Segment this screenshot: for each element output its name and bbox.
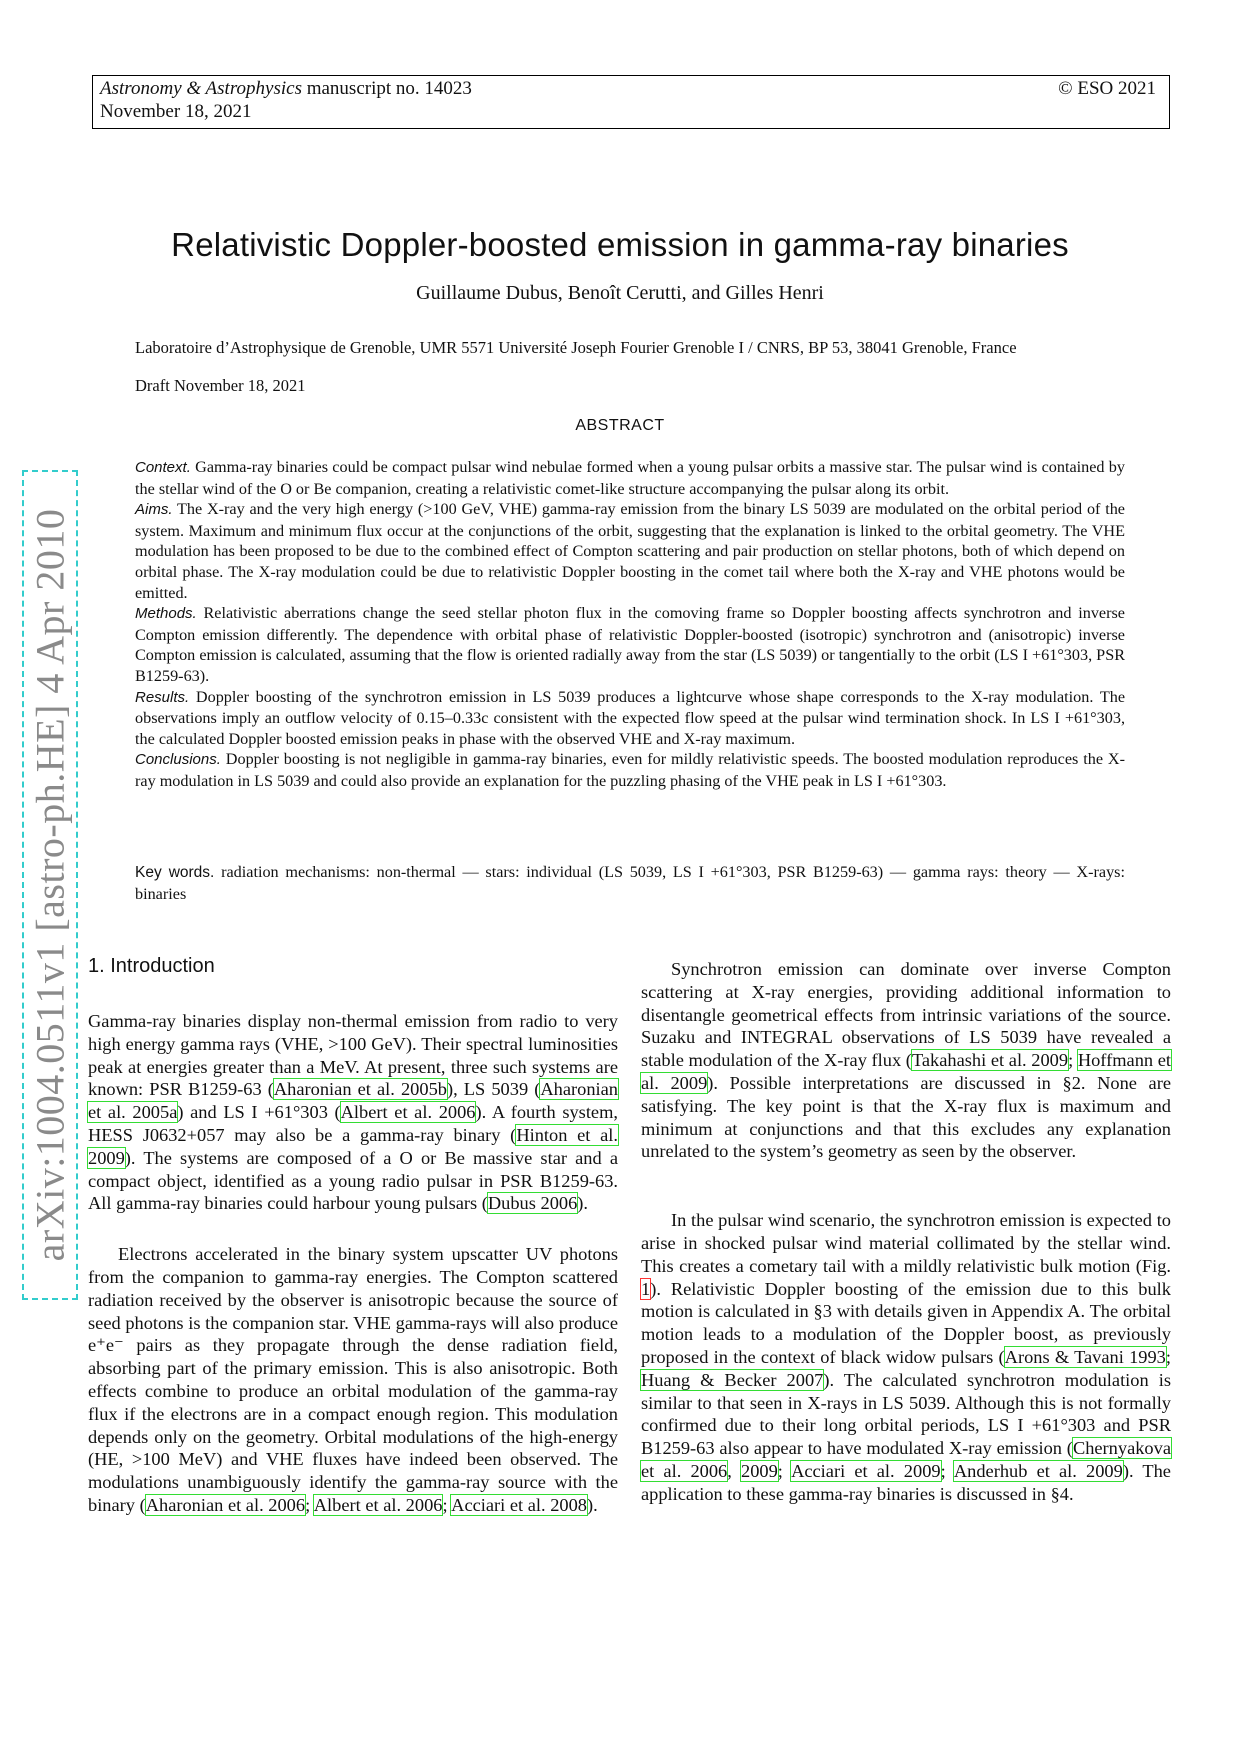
keywords-label: Key words. — [135, 864, 215, 881]
header-date: November 18, 2021 — [100, 101, 252, 122]
text-run: ). — [587, 1494, 598, 1515]
manuscript-number: manuscript no. 14023 — [301, 78, 472, 99]
arxiv-stamp-text: arXiv:1004.0511v1 [astro-ph.HE] 4 Apr 2010 — [27, 508, 73, 1262]
right-column — [641, 958, 1171, 1506]
citation-link[interactable]: Hoffmann et al. 2009 — [641, 1050, 1171, 1093]
journal-name: Astronomy & Astrophysics — [100, 78, 302, 99]
text-run: ; — [1068, 1050, 1078, 1071]
intro-paragraph-1 — [88, 1010, 618, 1215]
text-run: ; — [777, 1460, 792, 1481]
citation-link[interactable]: 2009 — [741, 1460, 778, 1481]
citation-link[interactable]: Huang & Becker 2007 — [641, 1369, 824, 1390]
text-run: ). — [577, 1193, 589, 1214]
section-heading-introduction: 1. Introduction — [88, 955, 215, 977]
header-journal — [100, 78, 472, 100]
abstract-context — [135, 457, 1125, 499]
conclusions-text: Doppler boosting is not negligible in gamma-ray binaries, even for mildly relativistic speeds. The boosted modulation reproduces the X-ray modulation in LS 5039 and could also provide an explanation for the puzzling phasing of the VHE peak in LS I +61°303. — [135, 750, 1125, 790]
keywords — [135, 862, 1125, 904]
abstract-body — [135, 457, 1125, 792]
text-run: ; — [442, 1494, 452, 1515]
abstract-heading: ABSTRACT — [575, 417, 665, 434]
text-run: Gamma-ray binaries display non-thermal emission from radio to very high energy gamma rays (VHE, >100 GeV). Their spectral luminosities peak at energies greater than a MeV. At present, three such systems are known: PSR B1259-63 ( — [88, 1011, 618, 1100]
citation-link[interactable]: Dubus 2006 — [487, 1193, 578, 1214]
text-run: ), LS 5039 ( — [446, 1079, 541, 1100]
context-text: Gamma-ray binaries could be compact pulsar wind nebulae formed when a young pulsar orbits a massive star. The pulsar wind is contained by the stellar wind of the O or Be companion, creating a relativistic comet-like structure accompanying the pulsar along its orbit. — [135, 458, 1125, 498]
text-run: ). The application to these gamma-ray binaries is discussed in §4. — [641, 1460, 1171, 1504]
citation-link[interactable]: Arons & Tavani 1993 — [1004, 1346, 1166, 1367]
paragraph-gap — [88, 1215, 618, 1243]
citation-link[interactable]: Acciari et al. 2008 — [451, 1494, 588, 1515]
text-run: ). The calculated synchrotron modulation is similar to that seen in X-rays in LS 5039. Although this is not formally confirmed due to their long orbital periods, LS I +61°303 and PSR B1259-63 also appear to have modulated X-ray emission ( — [641, 1369, 1171, 1459]
abstract-aims — [135, 499, 1125, 603]
results-label: Results. — [135, 688, 190, 706]
abstract-results — [135, 687, 1125, 750]
text-run: ). Relativistic Doppler boosting of the emission due to this bulk motion is calculated in §3 with details given in Appendix A. The orbital motion leads to a modulation of the Doppler boost, as previously proposed in the context of black widow pulsars ( — [641, 1278, 1171, 1367]
intro-paragraph-2 — [88, 1243, 618, 1517]
intro-paragraph-4 — [641, 1209, 1171, 1505]
text-run: ; — [940, 1460, 954, 1481]
citation-link[interactable]: Albert et al. 2006 — [340, 1102, 476, 1123]
abstract-methods — [135, 603, 1125, 686]
methods-text: Relativistic aberrations change the seed stellar photon flux in the comoving frame so Doppler boosting affects synchrotron and inverse Compton emission differently. The dependence with orbital phase of relativistic Doppler-boosted (isotropic) synchrotron and (anisotropic) inverse Compton emission is calculated, assuming that the flow is oriented radially away from the star (LS 5039) or tangentially to the orbit (LS I +61°303, PSR B1259-63). — [135, 604, 1125, 685]
arxiv-stamp[interactable] — [22, 470, 78, 1300]
citation-link[interactable]: Aharonian et al. 2006 — [145, 1494, 306, 1515]
citation-link[interactable]: Aharonian et al. 2005a — [88, 1079, 618, 1123]
text-run: ; — [1165, 1346, 1171, 1367]
citation-link[interactable]: Hinton et al. 2009 — [88, 1124, 618, 1168]
citation-link[interactable]: Anderhub et al. 2009 — [953, 1460, 1123, 1481]
affiliation: Laboratoire d’Astrophysique de Grenoble, UMR 5571 Université Joseph Fourier Grenoble I / CNRS, BP 53, 38041 Grenoble, France — [135, 338, 1017, 357]
header-copyright: © ESO 2021 — [1058, 78, 1156, 99]
context-label: Context. — [135, 459, 191, 476]
abstract-conclusions — [135, 749, 1125, 791]
citation-link[interactable]: Aharonian et al. 2005b — [273, 1079, 447, 1100]
text-run: ). The systems are composed of a O or Be massive star and a compact object, identified as a young radio pulsar in PSR B1259-63. All gamma-ray binaries could harbour young pulsars ( — [88, 1147, 618, 1214]
citation-link[interactable]: Takahashi et al. 2009 — [911, 1050, 1069, 1071]
citation-link[interactable]: Albert et al. 2006 — [313, 1494, 443, 1515]
text-run: ). Possible interpretations are discussed in §2. None are satisfying. The key point is that the X-ray flux is maximum and minimum at conjunctions and that this excludes any explanation unrelated to the system’s geometry as seen by the observer. — [641, 1072, 1172, 1162]
text-run: ). A fourth system, HESS J0632+057 may also be a gamma-ray binary ( — [88, 1102, 618, 1145]
methods-label: Methods. — [135, 605, 197, 623]
text-run: Synchrotron emission can dominate over inverse Compton scattering at X-ray energies, providing additional information to disentangle geometrical effects from intrinsic variations of the source. Suzaku and INTEGRAL observations of LS 5039 have revealed a stable modulation of the X-ray flux ( — [641, 959, 1171, 1071]
text-run: In the pulsar wind scenario, the synchrotron emission is expected to arise in shocked pulsar wind material collimated by the stellar wind. This creates a cometary tail with a mildly relativistic bulk motion (Fig. — [641, 1210, 1171, 1276]
keywords-text: radiation mechanisms: non-thermal — stars: individual (LS 5039, LS I +61°303, PSR B1259-63) — gamma rays: theory — X-rays: binaries — [135, 863, 1125, 903]
aims-text: The X-ray and the very high energy (>100 GeV, VHE) gamma-ray emission from the binary LS 5039 are modulated on the orbital period of the system. Maximum and minimum flux occur at the conjunctions of the orbit, suggesting that the explanation is linked to the orbital geometry. The VHE modulation has been proposed to be due to the combined effect of Compton scattering and pair production on stellar photons, both of which depend on orbital phase. The X-ray modulation could be due to relativistic Doppler boosting in the comet tail where both the X-ray and VHE photons would be emitted. — [135, 500, 1125, 602]
conclusions-label: Conclusions. — [135, 751, 221, 769]
figure-link[interactable]: 1 — [641, 1278, 651, 1299]
text-run: , — [727, 1460, 742, 1481]
results-text: Doppler boosting of the synchrotron emission in LS 5039 produces a lightcurve whose shape corresponds to the X-ray modulation. The observations imply an outflow velocity of 0.15–0.33c consistent with the expected flow speed at the pulsar wind termination shock. In LS I +61°303, the calculated Doppler boosted emission peaks in phase with the observed VHE and X-ray maximum. — [135, 687, 1125, 748]
paragraph-gap — [641, 1163, 1171, 1209]
draft-date: Draft November 18, 2021 — [135, 376, 306, 395]
intro-paragraph-3 — [641, 958, 1171, 1163]
text-run: ; — [305, 1494, 314, 1515]
citation-link[interactable]: Acciari et al. 2009 — [791, 1460, 941, 1481]
paper-title: Relativistic Doppler-boosted emission in gamma-ray binaries — [171, 226, 1069, 263]
left-column — [88, 1010, 618, 1517]
authors: Guillaume Dubus, Benoît Cerutti, and Gilles Henri — [416, 282, 824, 304]
text-run: ) and LS I +61°303 ( — [177, 1102, 341, 1123]
aims-label: Aims. — [135, 501, 173, 519]
citation-link[interactable]: Chernyakova et al. 2006 — [641, 1438, 1171, 1481]
text-run: Electrons accelerated in the binary system upscatter UV photons from the companion to gamma-ray energies. The Compton scattered radiation received by the observer is anisotropic because the source of seed photons is the companion star. VHE gamma-rays will also produce e⁺e⁻ pairs as they propagate through the dense radiation field, absorbing part of the primary emission. This is also anisotropic. Both effects combine to produce an orbital modulation of the gamma-ray flux if the electrons are in a compact enough region. This modulation depends only on the geometry. Orbital modulations of the high-energy (HE, >100 MeV) and VHE fluxes have indeed been observed. The modulations unambiguously identify the gamma-ray source with the binary ( — [88, 1244, 618, 1515]
